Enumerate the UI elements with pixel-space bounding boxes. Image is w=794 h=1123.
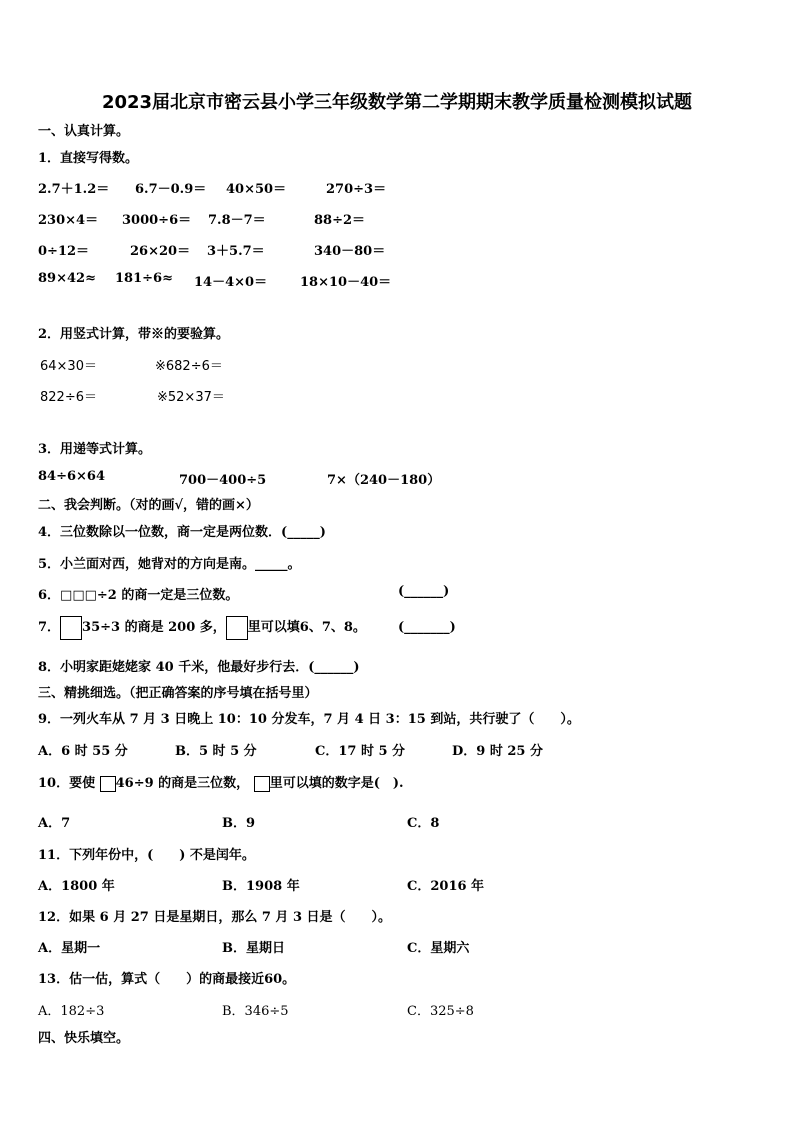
option: C．325÷8 [407,1004,474,1019]
option: B．1908 年 [222,879,300,894]
calc-item: 181÷6≈ [115,271,173,286]
question-8: 8．小明家距姥姥家 40 千米，他最好步行去．(______) [38,660,360,675]
calc-item: 3000÷6＝ [122,213,192,228]
question-10-tail: 里可以填的数字是( ). [269,776,404,791]
blank-box [100,776,116,792]
vertical-calc-item: ※682÷6＝ [155,359,223,374]
section-1-heading: 一、认真计算。 [38,124,130,139]
calc-item: 340－80＝ [314,244,386,259]
question-4: 4．三位数除以一位数，商一定是两位数．(_____) [38,525,326,540]
question-13-stem: 13．估一估，算式（ ）的商最接近60。 [38,972,296,987]
question-7-text: 35÷3 的商是 200 多， [82,620,226,635]
question-2-label: 2．用竖式计算，带※的要验算。 [38,327,230,342]
calc-item: 40×50＝ [226,182,287,197]
option: B．9 [222,816,256,831]
option: C．17 时 5 分 [315,744,406,759]
question-12-stem: 12．如果 6 月 27 日是星期日，那么 7 月 3 日是（ ）。 [38,910,392,925]
section-4-heading: 四、快乐填空。 [38,1031,130,1046]
blank-box [226,616,248,640]
question-7-number: 7． [38,620,61,635]
option: B．5 时 5 分 [175,744,257,759]
section-3-heading: 三、精挑细选。（把正确答案的序号填在括号里） [38,686,318,701]
option: A．7 [38,816,71,831]
stepwise-calc-item: 84÷6×64 [38,469,106,484]
question-10-number: 10．要使 [38,776,96,791]
question-3-label: 3．用递等式计算。 [38,442,152,457]
calc-item: 14－4×0＝ [194,275,268,290]
question-5: 5．小兰面对西，她背对的方向是南。_____。 [38,557,301,572]
question-10-stem [38,774,404,794]
calc-item: 2.7＋1.2＝ [38,182,110,197]
answer-blank: (_______) [398,620,456,635]
calc-item: 7.8－7＝ [208,213,266,228]
page-title: 2023届北京市密云县小学三年级数学第二学期期末教学质量检测模拟试题 [101,92,693,113]
option: C．2016 年 [407,879,485,894]
option: A．6 时 55 分 [38,744,128,759]
question-1-label: 1．直接写得数。 [38,151,139,166]
calc-item: 6.7－0.9＝ [135,182,207,197]
option: B．星期日 [222,941,285,956]
vertical-calc-item: 822÷6＝ [40,390,97,405]
section-2-heading: 二、我会判断。（对的画√，错的画×） [38,498,259,513]
option: A．1800 年 [38,879,115,894]
calc-item: 88÷2＝ [314,213,366,228]
question-6: 6．□□□÷2 的商一定是三位数。 [38,588,239,603]
option: D．9 时 25 分 [452,744,543,759]
calc-item: 230×4＝ [38,213,99,228]
stepwise-calc-item: 700－400÷5 [179,473,267,488]
vertical-calc-item: ※52×37＝ [157,390,225,405]
option: C．8 [407,816,440,831]
calc-item: 3＋5.7＝ [207,244,265,259]
question-7-tail: 里可以填6、7、8。 [247,620,366,635]
question-10-text: 46÷9 的商是三位数， [115,776,250,791]
option: C．星期六 [407,941,470,956]
stepwise-calc-item: 7×（240－180） [327,473,441,488]
vertical-calc-item: 64×30＝ [40,359,97,374]
calc-item: 89×42≈ [38,271,96,286]
blank-box [60,616,82,640]
question-7 [38,615,366,641]
blank-box [254,776,270,792]
question-9-stem: 9．一列火车从 7 月 3 日晚上 10：10 分发车，7 月 4 日 3：15 到站，共行驶了（ ）。 [38,712,580,727]
calc-item: 0÷12＝ [38,244,90,259]
answer-blank: (______) [398,584,450,599]
calc-item: 26×20＝ [130,244,191,259]
option: B．346÷5 [222,1004,289,1019]
calc-item: 270÷3＝ [326,182,387,197]
option: A．182÷3 [38,1004,105,1019]
option: A．星期一 [38,941,101,956]
question-11-stem: 11．下列年份中，( ) 不是闰年。 [38,848,255,863]
calc-item: 18×10－40＝ [300,275,392,290]
